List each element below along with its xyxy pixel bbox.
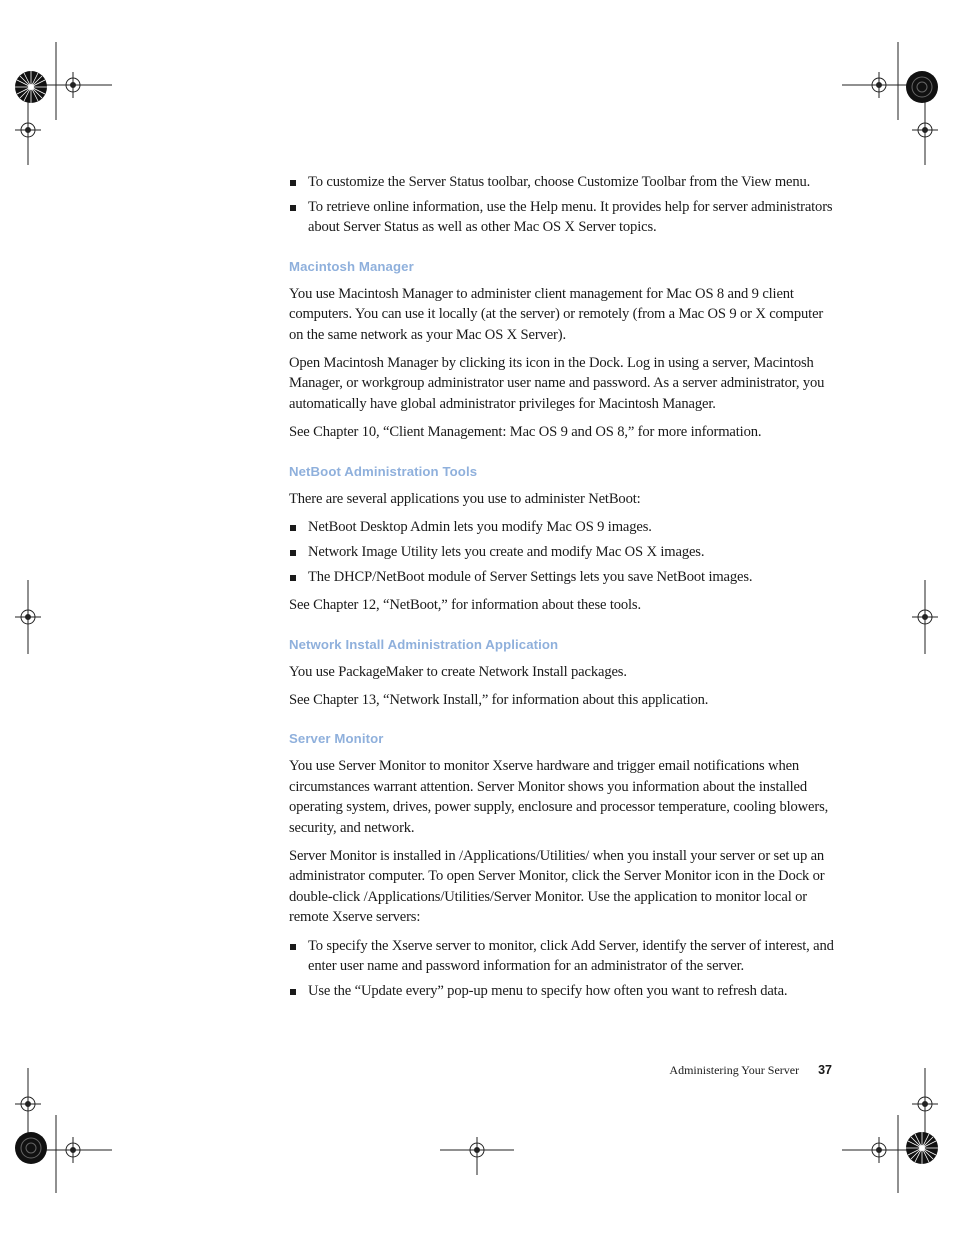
registration-target-icon — [15, 580, 41, 654]
paragraph: You use Server Monitor to monitor Xserve hardware and trigger email notifications when circumstances warrant attention. Server Monitor shows you information about the installed operating system, drives, power supply, enclosure and processor temperature, cooling blowers, security, and network. — [289, 758, 829, 836]
section-heading-macintosh-manager: Macintosh Manager — [289, 258, 414, 274]
paragraph: See Chapter 10, “Client Management: Mac OS 9 and OS 8,” for more information. — [289, 424, 762, 441]
paragraph: There are several applications you use to administer NetBoot: — [289, 490, 641, 507]
page-footer — [669, 1063, 832, 1078]
page-body — [289, 172, 834, 1009]
starburst-mark-icon — [906, 1132, 938, 1164]
netboot-bullet-list — [289, 517, 834, 587]
page-number: 37 — [818, 1063, 832, 1077]
section-heading-server-monitor: Server Monitor — [289, 731, 384, 747]
registration-target-icon — [15, 1068, 41, 1140]
list-item: NetBoot Desktop Admin lets you modify Mac OS 9 images. — [289, 517, 834, 537]
registration-target-icon — [60, 1137, 86, 1163]
registration-target-icon — [866, 72, 892, 98]
registration-target-icon — [866, 1137, 892, 1163]
paragraph: See Chapter 12, “NetBoot,” for information about these tools. — [289, 597, 641, 614]
list-item: Use the “Update every” pop-up menu to specify how often you want to refresh data. — [289, 981, 834, 1001]
paragraph: Server Monitor is installed in /Applications/Utilities/ when you install your server or set up an administrator computer. To open Server Monitor, click the Server Monitor icon in the Dock or double-click /Applications/Utilities/Server Monitor. Use the application to monitor local or remote Xserve servers: — [289, 848, 825, 926]
list-item: To specify the Xserve server to monitor, click Add Server, identify the server of interest, and enter user name and password information for an administrator of the server. — [289, 936, 834, 977]
registration-target-icon — [912, 580, 938, 654]
server-monitor-bullet-list — [289, 936, 834, 1002]
starburst-mark-icon — [15, 71, 47, 103]
intro-bullet-list — [289, 172, 834, 238]
registration-target-icon — [440, 1137, 514, 1175]
starburst-mark-icon — [906, 71, 938, 103]
registration-target-icon — [912, 1068, 938, 1140]
paragraph: Open Macintosh Manager by clicking its icon in the Dock. Log in using a server, Macintosh Manager, or workgroup administrator user name and password. As a server administrator, you automatically have global administrator privileges for Macintosh Manager. — [289, 354, 825, 412]
list-item: To retrieve online information, use the Help menu. It provides help for server administrators about Server Status as well as other Mac OS X Server topics. — [289, 197, 834, 238]
paragraph: You use PackageMaker to create Network Install packages. — [289, 663, 627, 680]
list-item: The DHCP/NetBoot module of Server Settings lets you save NetBoot images. — [289, 567, 834, 587]
paragraph: See Chapter 13, “Network Install,” for information about this application. — [289, 692, 709, 708]
registration-target-icon — [912, 95, 938, 165]
registration-target-icon — [60, 72, 86, 98]
starburst-mark-icon — [15, 1132, 47, 1164]
paragraph: You use Macintosh Manager to administer client management for Mac OS 8 and 9 client computers. You can use it locally (at the server) or remotely (from a Mac OS 9 or X computer on the same network as your Mac OS X Server). — [289, 285, 824, 343]
list-item: Network Image Utility lets you create and modify Mac OS X images. — [289, 542, 834, 562]
footer-section-title: Administering Your Server — [669, 1063, 800, 1077]
list-item: To customize the Server Status toolbar, choose Customize Toolbar from the View menu. — [289, 172, 834, 192]
section-heading-netboot: NetBoot Administration Tools — [289, 463, 478, 479]
section-heading-network-install: Network Install Administration Application — [289, 636, 559, 652]
registration-target-icon — [15, 95, 41, 165]
